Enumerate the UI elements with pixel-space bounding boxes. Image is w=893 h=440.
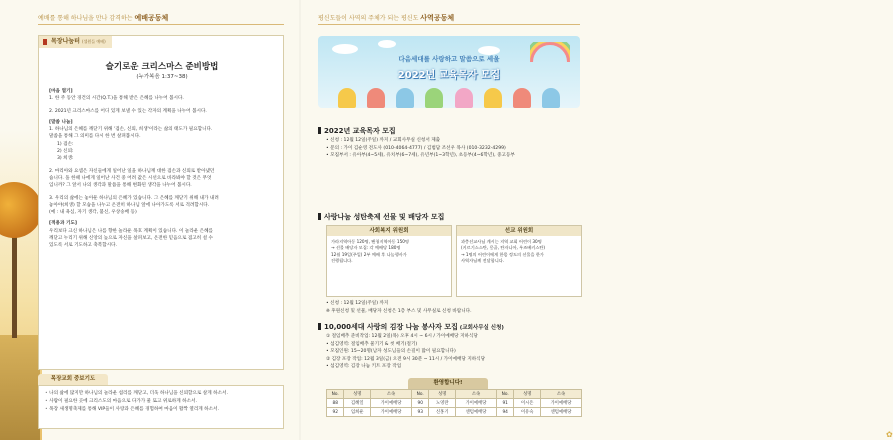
cloud-shape [378,40,396,48]
table-cell: 93 [411,408,428,417]
child-figure [367,88,385,108]
child-figure [455,88,473,108]
table-header-cell: 성명 [514,390,541,399]
prayer-item: • 사람이 필요한 곳에 크리스도의 마음으로 다가가 물 또고 위로하게 하소서. [45,398,277,406]
column-line: → 선물 배당자 모집: 각 예배당 180명 [331,245,401,251]
table-cell: 이유숙 [514,408,541,417]
right-header-rule [318,24,580,25]
body-line: 우리보다 크신 하나님은 나를 향한 놀라운 목호 계획이 있습니다. 이 놀라운 은혜를 [49,228,213,234]
section-heading: [말씀 나눔] [49,119,73,125]
volunteer-line: ① 절임배추 준비작업: 12월 2일(목) 오후 4시 ~ 6시 / 가이예배당 지하식당 [326,334,478,339]
note-line: ※ 후원신청 및 선물, 배당자 신청은 1층 부스 및 사무실로 신청 바랍니다. [326,308,472,314]
list-item: • 신청 : 12월 12일(주일) 까지 / 교회사무실 신청서 제출 [326,137,582,145]
list-item: • 문의 : 가이 김순영 전도사 (010-4064-4777) / 김범담 조선우 목사 (010-3232-4299) [326,145,582,153]
welcome-tab: 환영합니다! [408,378,488,389]
left-header-rule [38,24,284,25]
child-figure [396,88,414,108]
table-header-cell: 소속 [541,390,582,399]
body-line: 습니다. 돌 한때 나에게 일어난 사건 중 어려 값은 시선으로 바라봐야 할 것은 무엇 [49,175,212,181]
volunteer-line: • 섬김영역: 김장 나눔 키트 포장 작업 [326,364,402,369]
body-line: (예 : 내 욕심, 자기 생각, 불신, 우상숭배 등) [49,210,137,216]
section-heading: [마음 열기] [49,89,73,94]
column-line: 가라지역아동 120명, 팬청지역아동 150명 [331,239,409,244]
body-line: 말씀을 통해 그 의미를 다시 한 번 살펴봅시다. [49,134,141,140]
table-header-cell: 소속 [371,390,412,399]
section-teacher-recruit: 2022년 교육목자 모집 [318,126,396,136]
volunteer-line: • 모집인원: 15~20명(남자 성도님들의 손길이 많이 필요합니다) [326,349,456,354]
body-line: 3. 우리의 삶에는 놓아둔 하나님의 은혜가 있습니다. 그 은혜를 깨닫기 위해 내가 내려 [49,195,219,201]
table-cell: 92 [327,408,344,417]
table-cell: 김혜일 [344,399,371,408]
table-row [327,399,582,408]
prayer-item: • 목장 새생명축제를 통해 VIP들이 사랑과 은혜를 경험하여 마음이 활짝 열리게 하소서. [45,406,277,414]
teacher-recruit-details [326,137,582,160]
volunteer-line: • 섬김영역: 절임배추 물기기 & 씻 배기(절기) [326,341,418,347]
table-cell: 88 [327,399,344,408]
gift-notes [326,300,582,315]
body-line: 깨닫고 누리기 위해 신앙의 높으로 자신을 살펴보고, 온전한 믿음으로 겸고히 설 수 [49,236,213,242]
table-cell: 90 [411,399,428,408]
table-cell: 94 [496,408,513,417]
children-illustration [338,88,560,108]
body-line: 입니까? 그 앞서 나의 생각과 말씀을 통해 변화된 생각을 나누어 봅시다. [49,183,192,189]
prayer-item: • 나의 삶에 많지만 하나님의 놀라운 섭리를 깨닫고, 더욱 하나님을 신뢰할으로 살게 하소서. [45,390,277,398]
section-kimchi-volunteers: 10,000세대 사랑의 김장 나눔 봉사자 모집 (교회사무실 신청) [318,322,504,332]
body-line: 2. 2021년 크리스마스를 어디 있게 보낼 수 있는 각자의 계획을 나누어 봅시다. [49,108,207,114]
table-header-cell: 소속 [456,390,497,399]
body-line: 1. 하나님의 은혜를 깨닫기 위해 '겸손, 신뢰, 희생'이라는 삶의 태도가 필요합니다. [49,127,213,133]
banner-slogan: 다음세대를 사랑하고 말씀으로 세울 [398,55,500,63]
sharing-questions [49,88,275,250]
column-line: 12월 19일(주일) 2부 예배 후 나눔행사가 [331,251,407,257]
column-line: (키르기스스탄, 몽골, 탄자니아, 우즈베키스탄) [461,245,546,251]
table-cell: 센텀예배당 [541,408,582,417]
flower-icon: ✿ [886,430,893,439]
table-cell: 91 [496,399,513,408]
body-line: 있도록 서로 기도하고 축복합시다. [49,243,117,249]
table-cell: 가이예배당 [456,399,497,408]
prayer-list [38,385,284,429]
welcome-table [326,389,582,417]
body-line: 2) 신뢰: [57,149,74,155]
table-header-cell: No. [411,390,428,399]
table-cell: 가이예배당 [371,408,412,417]
body-line: 1) 겸손: [57,141,74,147]
table-header-cell: No. [327,390,344,399]
prayer-tab: 목장교회 중보기도 [38,374,108,385]
kimchi-volunteer-details [326,333,582,371]
cell-sharing-tab: 목장나눔터 (셀원들 예배) [39,36,112,48]
column-line: 과충선교사님 계시는 지역 교회 어린이 30명 [461,239,542,244]
volunteer-line: ② 김장 포장 작업: 12월 3일(금) 오전 9시 30분 ~ 11시 / 가이예배당 지하식당 [326,356,486,362]
banner-title: 2022년 교육목자 모집 [397,70,501,81]
cell-sharing-card [38,35,284,370]
left-header: 예배를 통해 하나님을 만나 감격하는 예배공동체 [38,14,169,22]
table-cell: 신홍기 [429,408,456,417]
table-header-cell: No. [496,390,513,399]
table-cell: 노영란 [429,399,456,408]
left-page [0,0,300,440]
note-line: • 신청 : 12월 12일(주일) 까지 [326,301,389,306]
body-line: 3) 희생: [57,156,74,162]
table-cell: 가이예배당 [371,399,412,408]
child-figure [425,88,443,108]
child-figure [542,88,560,108]
table-header-cell: 성명 [429,390,456,399]
right-header: 평신도들이 사역의 주체가 되는 평신도 사역공동체 [318,14,455,22]
child-figure [513,88,531,108]
body-line: 2. 마리아와 요셉은 자신들에게 일어난 일을 하나님께 대한 겸손과 신뢰로 받아냈던 [49,168,215,174]
ground-art [0,335,40,440]
table-cell: 임희운 [344,408,371,417]
sermon-reference: (누가복음 1:37~38) [136,74,188,80]
mission-column: 선교 위원회 과충선교사님 계시는 지역 교회 어린이 30명 (키르기스스탄, 몽골, 탄자니아, 우즈베키스탄) → 1명의 어린이에게 한몫 정도의 선물을 한가 사역자님께 전달합니다. [456,225,582,297]
table-cell: 센텀예배당 [456,408,497,417]
table-header-cell: 성명 [344,390,371,399]
tree-trunk [12,228,17,338]
table-cell: 이시온 [514,399,541,408]
section-christmas-gifts: 사랑나눔 성탄축제 선물 및 배당자 모집 [318,212,444,222]
column-line: 진행됩니다. [331,258,353,264]
section-heading: [적용과 기도] [49,221,77,227]
column-line: → 1명의 어린이에게 한몫 정도의 선물을 한가 [461,251,544,257]
body-line: 놓아야(희생) 할 모습을 나누고 온전히 하나님 앞에 나아가도록 서로 격려합시다. [49,202,210,208]
child-figure [484,88,502,108]
cloud-shape [332,44,358,54]
social-welfare-column: 사회복지 위원회 가라지역아동 120명, 팬청지역아동 150명 → 선물 배당자 모집: 각 예배당 180명 12월 19일(주일) 2부 예배 후 나눔행사가 진행됩니다. [326,225,452,297]
sermon-title: 슬기로운 크리스마스 준비방법 [105,62,219,72]
teacher-recruit-banner [318,36,580,108]
table-cell: 가이예배당 [541,399,582,408]
child-figure [338,88,356,108]
table-header-row [327,390,582,399]
body-line: 1. 한 주 동안 경건의 시간(Q.T.)을 통해 받은 은혜를 나누어 봅시다. [49,96,184,102]
column-line: 사역자님께 전달합니다. [461,258,505,264]
table-row [327,408,582,417]
right-page [300,0,893,440]
list-item: • 모집부서 : 유아부(4~5세), 유치부(6~7세), 유년부(1~3학년), 초등부(4~6학년), 중고등부 [326,152,582,160]
committee-columns [326,225,582,297]
